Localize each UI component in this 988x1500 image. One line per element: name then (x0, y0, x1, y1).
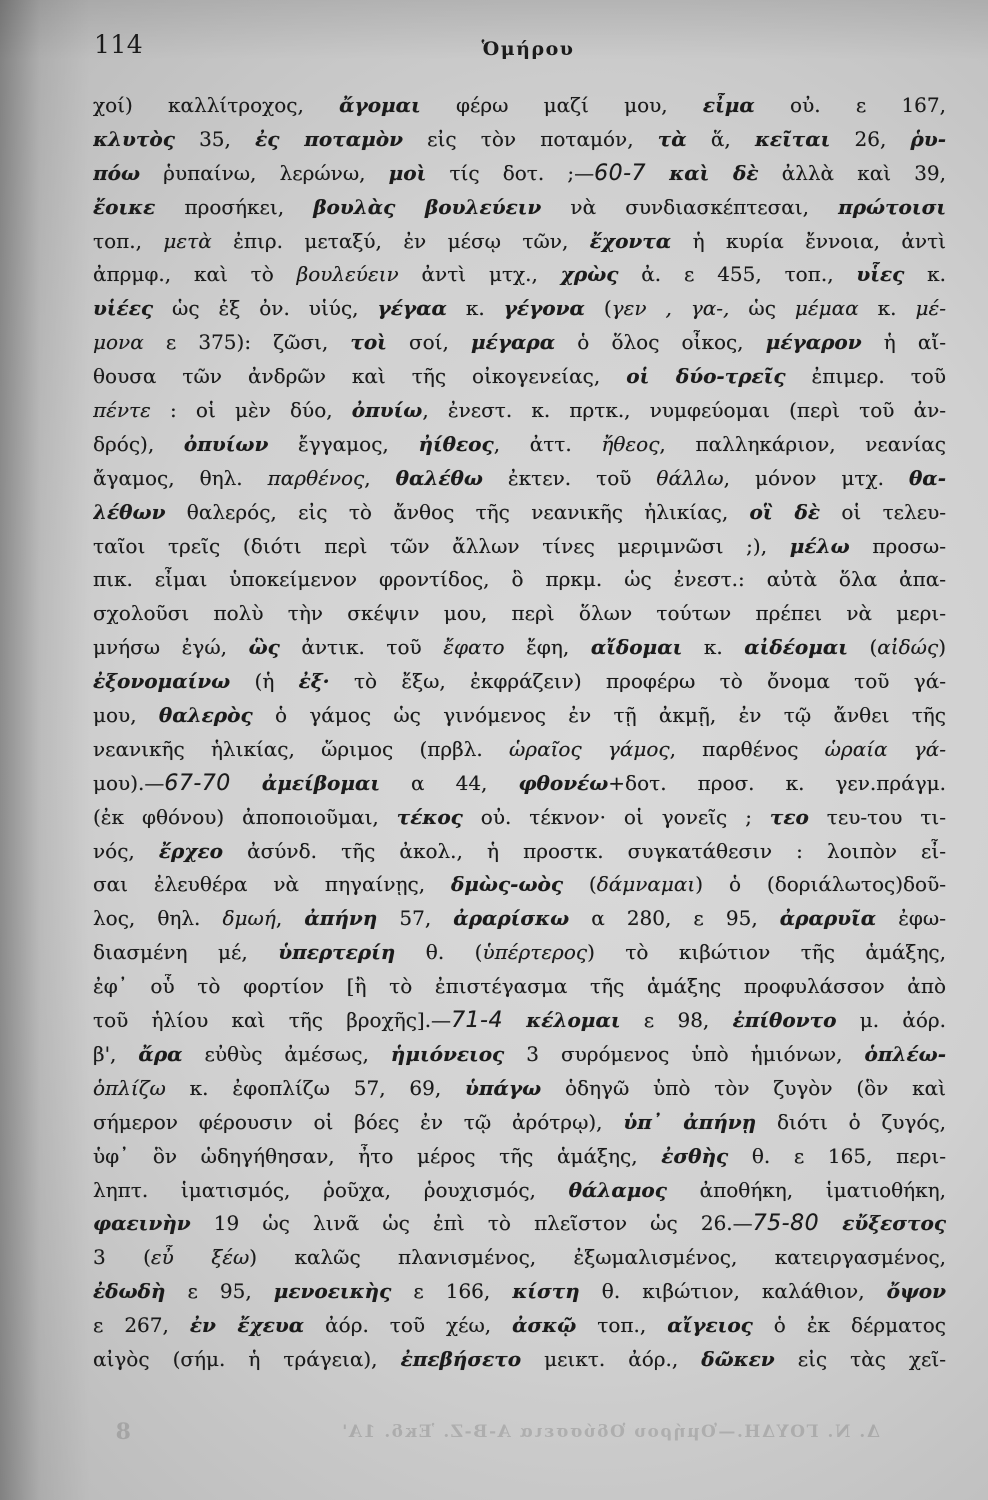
text-run: εἰς τὰς χεῖ- (774, 1346, 946, 1371)
text-run: προσω- (849, 533, 946, 558)
text-run: ὑφ᾽ ὃν ὡδηγήθησαν, ἦτο μέρος τῆς ἁμάξης, (93, 1143, 662, 1168)
text-run: δρός), (93, 431, 184, 456)
lemma: ὀπυίων (183, 431, 269, 456)
text-run: κ. (904, 262, 946, 287)
verse-range: 60-7 (594, 160, 647, 186)
text-run: ἀπρμφ., καὶ τὸ (93, 262, 297, 287)
text-run: ἀντικ. τοῦ (279, 635, 444, 660)
text-run: ( (584, 296, 612, 321)
text-line (93, 1347, 946, 1381)
lemma: ἡμιόνειος (390, 1041, 505, 1066)
lemma: φθονέω (518, 770, 609, 795)
text-run: αἰγὸς (σήμ. ἡ τράγεια), (93, 1346, 401, 1371)
lemma: θα- (908, 465, 946, 490)
text-line (93, 127, 946, 161)
text-run: ὡς (729, 296, 795, 321)
text-run: οὐ. τέκνον· οἱ γονεῖς ; (462, 804, 770, 829)
text-run: θαλερός, εἰς τὸ ἄνθος τῆς νεανικῆς ἡλικίας, (165, 499, 750, 524)
lemma: κλυτὸς (93, 126, 175, 151)
page-number: 114 (94, 30, 144, 59)
text-line (93, 601, 946, 635)
lemma: κεῖται (754, 126, 831, 151)
text-run: ἐκτεν. τοῦ (482, 465, 657, 490)
verse-range: 67-70 (164, 770, 231, 796)
text-run: , παρθένος (669, 736, 825, 761)
text-line (93, 771, 946, 805)
text-run: ε 375): ζῶσι, (143, 330, 351, 355)
bleed-through-signature: Δ. Ν. ΓΟΥΔΗ.—Ὁμήρου Ὀδύσσεια Α-Β-Ζ. Ἐκδ. 1Α' (340, 1422, 880, 1442)
lemma: ἀραρίσκω (453, 906, 570, 931)
italic-text: παρθένος (267, 465, 365, 490)
text-line (93, 93, 946, 127)
text-run: φέρω μαζί μου, (420, 93, 703, 117)
text-line (93, 432, 946, 466)
lemma: ἐξονομαίνω (93, 669, 231, 694)
text-line (93, 872, 946, 906)
text-run: θουσα τῶν ἀνδρῶν καὶ τῆς οἰκογενείας, (93, 364, 627, 389)
text-run: ἔγγαμος, (268, 431, 419, 456)
text-run: 3 ( (93, 1245, 151, 1270)
text-run: ὡς ἐξ ὀν. υἱύς, (153, 296, 378, 321)
text-run: κ. (682, 635, 745, 660)
italic-text: δάμναμαι (596, 872, 696, 897)
italic-text: ὡραία γά- (824, 736, 946, 761)
lemma: πόω (93, 160, 141, 185)
lemma: ἐν ἔχευα (189, 1313, 305, 1338)
text-run: ἀσύνδ. τῆς ἀκολ., ἡ προστκ. συγκατάθεσιν : λοιπὸν εἶ- (223, 838, 946, 863)
text-run: ἀλλὰ καὶ 39, (758, 160, 946, 185)
text-run: β', (93, 1041, 139, 1066)
italic-text: ἔφατο (443, 635, 505, 660)
lemma: ἐσθὴς (661, 1143, 729, 1168)
lemma: θαλερὸς (158, 703, 253, 728)
text-run: θ. ( (395, 940, 483, 965)
lemma: μέγαρον (765, 330, 862, 355)
text-run: ἡ αἴ- (861, 330, 946, 355)
lemma: ἐπίθοντο (732, 1008, 837, 1033)
text-run: 19 ὡς λινᾶ ὡς ἐπὶ τὸ πλεῖστον ὡς 26.— (190, 1211, 753, 1236)
lemma: ἄγομαι (339, 93, 421, 117)
lemma: ἀσκῷ (512, 1313, 577, 1338)
text-line (93, 534, 946, 568)
italic-text: μέμαα (794, 296, 859, 321)
lemma: ὁπλέω- (864, 1041, 946, 1066)
text-line (93, 737, 946, 771)
text-run: , ἐνεστ. κ. πρτκ., νυμφεύομαι (περὶ τοῦ ἀν- (422, 398, 946, 423)
lemma: ἔρχεο (158, 838, 223, 863)
running-title: Ὁμήρου (481, 38, 575, 60)
text-run: ἐφω- (876, 906, 946, 931)
text-line (93, 466, 946, 500)
verse-range: 75-80 (752, 1211, 820, 1237)
text-line (93, 1178, 946, 1212)
verse-range: 71-4 (451, 1008, 503, 1034)
lemma: ἠίθεος (418, 431, 494, 456)
text-line (93, 1313, 946, 1347)
text-line (93, 364, 946, 398)
text-run: ἅ, (686, 126, 755, 151)
text-run: ῥυπαίνω, λερώνω, (140, 160, 389, 185)
text-run: ε 166, (391, 1279, 513, 1304)
text-run: εἰς τὸν ποταμόν, (402, 126, 658, 151)
lemma: τεο (769, 804, 809, 829)
lemma: καὶ δὲ (669, 160, 759, 185)
italic-text: ὑπέρτερος (482, 940, 588, 965)
lemma: μέγαρα (471, 330, 556, 355)
text-run: ἄγαμος, θηλ. (93, 465, 268, 490)
text-run: τοῦ ἡλίου καὶ τῆς βροχῆς].— (93, 1008, 452, 1033)
text-run (231, 771, 262, 795)
text-run: ὁ ἐκ δέρματος (752, 1313, 946, 1338)
text-run: κ. ἐφοπλίζω 57, 69, (165, 1075, 465, 1100)
text-run: , μόνον μτχ. (723, 465, 909, 490)
text-run: 3 συρόμενος ὑπὸ ἡμιόνων, (504, 1041, 865, 1066)
text-run: ὁ γάμος ὡς γινόμενος ἐν τῇ ἀκμῇ, ἐν τῷ ἄνθει τῆς (252, 703, 946, 728)
lemma: ἐξ· (298, 669, 330, 694)
lemma: υἷες (856, 262, 905, 287)
text-run: τοπ., (93, 228, 164, 253)
lemma: φαεινὴν (93, 1211, 191, 1236)
text-run: ὁδηγῶ ὑπὸ τὸν ζυγὸν (ὃν καὶ (541, 1075, 946, 1100)
text-run: εὐθὺς ἀμέσως, (182, 1041, 391, 1066)
italic-text: δμωή (222, 906, 276, 931)
lemma: οἱ δύο-τρεῖς (626, 364, 786, 389)
italic-text: ἤθεος (601, 431, 660, 456)
lemma: αἴδομαι (590, 635, 683, 660)
text-run: ἀποθήκη, ἱματιοθήκη, (666, 1177, 946, 1202)
text-run: σοί, (386, 330, 472, 355)
lemma: λέθων (93, 499, 166, 524)
lemma: ἐς ποταμὸν (255, 126, 403, 151)
lemma: πρώτοισι (838, 194, 946, 219)
italic-text: πέντε (93, 398, 151, 423)
text-run: ) ὁ (δοριάλωτος)δοῦ- (695, 872, 946, 897)
text-run: κ. (858, 296, 916, 321)
text-run: λος, θηλ. (93, 906, 223, 931)
text-line (93, 805, 946, 839)
lemma: κίστη (512, 1279, 580, 1304)
italic-text: γεν , γα-, (611, 296, 730, 321)
lemma: εἶμα (702, 93, 755, 117)
text-run: ἀ. ε 455, τοπ., (618, 262, 857, 287)
text-run: , (364, 465, 396, 490)
lemma: τοὶ (350, 330, 387, 355)
text-line (93, 940, 946, 974)
text-line (93, 296, 946, 330)
lemma: αἰδέομαι (744, 635, 848, 660)
lemma: δῶκεν (701, 1346, 775, 1371)
text-run: διασμένη μέ, (93, 940, 279, 965)
lemma: μοὶ (388, 160, 427, 185)
text-run: πικ. εἶμαι ὑποκείμενον φροντίδος, ὃ πρκμ. ὡς ἐνεστ.: αὐτὰ ὅλα ἀπα- (93, 567, 946, 592)
text-run: +δοτ. προσ. κ. γεν.πράγμ. (608, 770, 946, 795)
text-run: τοπ., (576, 1313, 668, 1338)
bleed-through-sheet-number: 8 (114, 1419, 131, 1445)
text-run: νός, (93, 838, 159, 863)
lemma: ἄρα (138, 1041, 183, 1066)
lemma: οἳ δὲ (749, 499, 821, 524)
text-run: μου).— (93, 770, 165, 795)
lemma: γέγονα (503, 296, 585, 321)
lemma: ὑπ᾽ ἀπήνῃ (623, 1109, 757, 1134)
text-line (93, 1076, 946, 1110)
lemma: ὣς (248, 635, 280, 660)
text-line (93, 500, 946, 534)
text-run: τὸ ἔξω, ἐκφράζειν) προφέρω τὸ ὄνομα τοῦ γά- (329, 669, 946, 694)
text-run: ( (563, 872, 597, 897)
lemma: ἀμείβομαι (261, 770, 381, 795)
text-line (93, 906, 946, 940)
text-run: οἱ τελευ- (820, 499, 946, 524)
text-line (93, 161, 946, 195)
text-run: θ. κιβώτιον, καλάθιον, (579, 1279, 887, 1304)
text-line (93, 262, 946, 296)
lemma: ἔοικε (93, 194, 156, 219)
text-run: : οἱ μὲν δύο, (150, 398, 352, 423)
lemma: βουλὰς βουλεύειν (313, 194, 542, 219)
text-body (93, 93, 946, 1381)
text-line (93, 1110, 946, 1144)
text-run: ἐφ᾽ οὗ τὸ φορτίον [ἢ τὸ ἐπιστέγασμα τῆς ἁμάξης προφυλάσσον ἀπὸ (93, 974, 946, 999)
text-run: σαι ἐλευθέρα νὰ πηγαίνῃς, (93, 872, 451, 897)
text-line (93, 1279, 946, 1313)
text-line (93, 330, 946, 364)
text-run: , παλληκάριον, νεανίας (659, 431, 946, 456)
italic-text: αἰδώς (877, 635, 939, 660)
text-run: ) τὸ κιβώτιον τῆς ἁμάξης, (587, 940, 946, 965)
text-run (646, 161, 669, 185)
lemma: τὰ (657, 126, 687, 151)
text-run: θ. ε 165, περι- (728, 1143, 946, 1168)
text-line (93, 567, 946, 601)
italic-text: μετὰ (163, 228, 212, 253)
italic-text: βουλεύειν (296, 262, 399, 287)
text-run: α 44, (380, 770, 519, 795)
text-line (93, 229, 946, 263)
text-run: ἡ κυρία ἔννοια, ἀντὶ (671, 228, 946, 253)
lemma: γέγαα (377, 296, 447, 321)
text-run: (ἡ (230, 669, 299, 694)
text-run: ε 267, (93, 1313, 190, 1338)
text-run: 57, (377, 906, 454, 931)
lemma: θάλαμος (568, 1177, 667, 1202)
text-run: μ. ἀόρ. (836, 1008, 946, 1033)
text-line (93, 1042, 946, 1076)
text-line (93, 635, 946, 669)
lemma: ἔχοντα (589, 228, 672, 253)
text-run: μου, (93, 703, 159, 728)
lemma: ἀραρυῖα (779, 906, 877, 931)
text-line (93, 1245, 946, 1279)
lemma: ἀπήνη (304, 906, 378, 931)
lemma: ὄψον (886, 1279, 946, 1304)
lemma: κέλομαι (526, 1008, 621, 1033)
lemma: τέκος (396, 804, 463, 829)
text-run: κ. (446, 296, 504, 321)
italic-text: εὖ ξέω (150, 1245, 250, 1270)
text-run: τευ-του τι- (808, 804, 946, 829)
text-line (93, 839, 946, 873)
text-run: ἔφη, (504, 635, 591, 660)
text-run: ἀόρ. τοῦ χέω, (304, 1313, 513, 1338)
text-run: χοί) καλλίτροχος, (93, 93, 340, 117)
text-run: ) (938, 635, 946, 660)
italic-text: ὁπλίζω (93, 1075, 166, 1100)
text-run: μνήσω ἐγώ, (93, 635, 249, 660)
text-run: ταῖοι τρεῖς (διότι περὶ τῶν ἄλλων τίνες μεριμνῶσι ;), (93, 533, 790, 558)
text-line (93, 1211, 946, 1245)
text-run: (ἐκ φθόνου) ἀποποιοῦμαι, (93, 804, 397, 829)
text-run (819, 1211, 842, 1235)
text-run: 26, (830, 126, 911, 151)
text-run: οὐ. ε 167, (754, 93, 946, 117)
text-run: α 280, ε 95, (569, 906, 780, 931)
lemma: υἱέες (93, 296, 154, 321)
text-line (93, 974, 946, 1008)
italic-text: θάλλω (656, 465, 724, 490)
text-run: σήμερον φέρουσιν οἱ βόες ἐν τῷ ἀρότρῳ), (93, 1109, 624, 1134)
lemma: μέλω (789, 533, 850, 558)
lemma: θαλέθω (395, 465, 483, 490)
lemma: εὔξεστος (842, 1211, 946, 1236)
text-run: τίς δοτ. ;— (426, 160, 595, 185)
text-line (93, 398, 946, 432)
text-run: 35, (174, 126, 256, 151)
text-run: ( (847, 635, 878, 660)
lemma: μενοεικὴς (273, 1279, 392, 1304)
text-run: ὁ ὅλος οἶκος, (555, 330, 766, 355)
lemma: ὑπάγω (465, 1075, 542, 1100)
text-run: σχολοῦσι πολὺ τὴν σκέψιν μου, περὶ ὅλων τούτων πρέπει νὰ μερι- (93, 601, 946, 626)
text-run: ) καλῶς πλανισμένος, ἐξωμαλισμένος, κατειργασμένος, (249, 1245, 946, 1270)
text-line (93, 669, 946, 703)
text-run (503, 1008, 526, 1032)
lemma: χρὼς (560, 262, 619, 287)
lemma: ὑπερτερίη (278, 940, 396, 965)
text-line (93, 703, 946, 737)
text-run: διότι ὁ ζυγός, (756, 1109, 946, 1134)
text-run: νεανικῆς ἡλικίας, ὥριμος (πρβλ. (93, 736, 509, 761)
text-line (93, 195, 946, 229)
text-run: ε 95, (165, 1279, 274, 1304)
text-line (93, 1144, 946, 1178)
lemma: ῥυ- (910, 126, 946, 151)
italic-text: μέ- (915, 296, 946, 321)
lemma: ὀπυίω (351, 398, 423, 423)
text-run: μεικτ. ἀόρ., (521, 1346, 702, 1371)
text-run: ἐπιμερ. τοῦ (785, 364, 946, 389)
text-run: ε 98, (620, 1008, 733, 1033)
text-run: ληπτ. ἱματισμός, ῥοῦχα, ῥουχισμός, (93, 1177, 569, 1202)
text-line (93, 1008, 946, 1042)
lemma: ἐδωδὴ (93, 1279, 166, 1304)
bleed-through-footer (100, 1418, 890, 1446)
italic-text: ὡραῖος γάμος (509, 736, 670, 761)
italic-text: μονα (93, 330, 144, 355)
text-run: , ἀττ. (493, 431, 602, 456)
text-run: ἐπιρ. μεταξύ, ἐν μέσῳ τῶν, (211, 228, 590, 253)
lemma: αἴγειος (667, 1313, 753, 1338)
text-run: ἀντὶ μτχ., (398, 262, 561, 287)
text-run: , (275, 906, 305, 931)
lemma: δμὼς-ωὸς (450, 872, 564, 897)
text-run: νὰ συνδιασκέπτεσαι, (541, 194, 839, 219)
lemma: ἐπεβήσετο (400, 1346, 522, 1371)
text-run: προσήκει, (155, 194, 314, 219)
